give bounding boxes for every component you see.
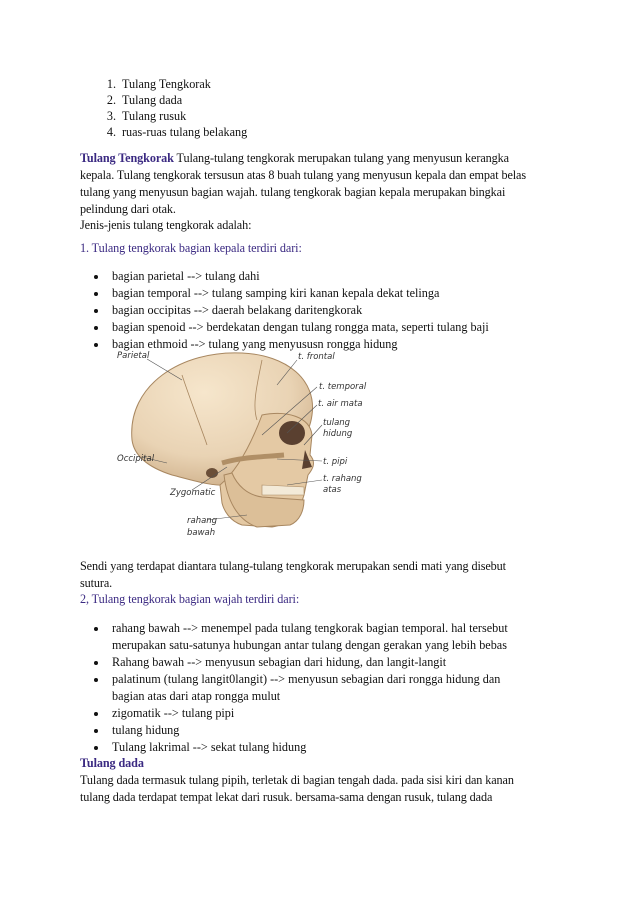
label-occipital: Occipital (117, 454, 155, 464)
label-rahang-bawah-2: bawah (187, 528, 216, 538)
list-item-continued: merupakan satu-satunya hubungan antar tulang dengan gerakan yang lebih bebas (112, 638, 507, 652)
paragraph-line: kepala. Tulang tengkorak tersusun atas 8 buah tulang yang menyusun kepala dan empat belas (80, 168, 526, 182)
paragraph-line: Tulang dada termasuk tulang pipih, terletak di bagian tengah dada. pada sisi kiri dan kanan (80, 773, 514, 787)
label-zygomatic: Zygomatic (170, 488, 216, 498)
list-item: 3. Tulang rusuk (106, 109, 187, 123)
paragraph-line: Tulang Tengkorak Tulang-tulang tengkorak merupakan tulang yang menyusun kerangka (80, 151, 509, 165)
section-heading: 2, Tulang tengkorak bagian wajah terdiri dari: (80, 592, 300, 606)
paragraph-line: tulang dada terdapat tempat lekat dari rusuk. bersama-sama dengan rusuk, tulang dada (80, 790, 493, 804)
label-parietal: Parietal (117, 351, 150, 361)
list-item: 1. Tulang Tengkorak (106, 77, 211, 91)
list-item-continued: bagian atas dari atap rongga mulut (112, 689, 281, 703)
label-rahang-atas-1: t. rahang (323, 474, 362, 484)
list-item: bagian spenoid --> berdekatan dengan tulang rongga mata, seperti tulang baji (80, 319, 489, 336)
list-item: zigomatik --> tulang pipi (80, 705, 508, 722)
upper-teeth (262, 485, 304, 495)
list-item: bagian ethmoid --> tulang yang menyususn rongga hidung (80, 336, 489, 353)
section-heading: Tulang Tengkorak (80, 151, 174, 165)
section-heading: Tulang dada (80, 756, 144, 770)
skull-diagram (112, 345, 382, 545)
list-item: bagian occipitas --> daerah belakang daritengkorak (80, 302, 489, 319)
list-item: bagian parietal --> tulang dahi (80, 268, 489, 285)
label-tulang: tulang (323, 418, 351, 428)
eye-socket (279, 421, 305, 445)
paragraph-line: sutura. (80, 576, 113, 590)
label-temporal: t. temporal (319, 382, 367, 392)
paragraph-line: Sendi yang terdapat diantara tulang-tulang tengkorak merupakan sendi mati yang disebut (80, 559, 506, 573)
label-frontal: t. frontal (298, 352, 335, 362)
paragraph-line: pelindung dari otak. (80, 202, 176, 216)
section-heading: 1. Tulang tengkorak bagian kepala terdiri dari: (80, 241, 302, 255)
bone-list (80, 76, 247, 140)
paragraph-line: Jenis-jenis tulang tengkorak adalah: (80, 218, 252, 232)
label-hidung: hidung (323, 429, 353, 439)
list-item: tulang hidung (80, 722, 508, 739)
head-bone-list (80, 268, 489, 353)
list-item: rahang bawah --> menempel pada tulang tengkorak bagian temporal. hal tersebut (80, 620, 508, 637)
list-item: Tulang lakrimal --> sekat tulang hidung (80, 739, 508, 756)
face-bone-list (80, 620, 508, 756)
list-item: 2. Tulang dada (106, 93, 183, 107)
list-item: bagian temporal --> tulang samping kiri kanan kepala dekat telinga (80, 285, 489, 302)
label-pipi: t. pipi (323, 457, 348, 467)
label-rahang-atas-2: atas (323, 485, 342, 495)
label-rahang-bawah-1: rahang (187, 516, 218, 526)
label-air-mata: t. air mata (318, 399, 363, 409)
list-item: palatinum (tulang langit0langit) --> menyusun sebagian dari rongga hidung dan (80, 671, 508, 688)
paragraph-line: tulang yang menyusun bagian wajah. tulang tengkorak bagian kepala merupakan bingkai (80, 185, 506, 199)
list-item: 4. ruas-ruas tulang belakang (106, 125, 248, 139)
list-item: Rahang bawah --> menyusun sebagian dari hidung, dan langit-langit (80, 654, 508, 671)
